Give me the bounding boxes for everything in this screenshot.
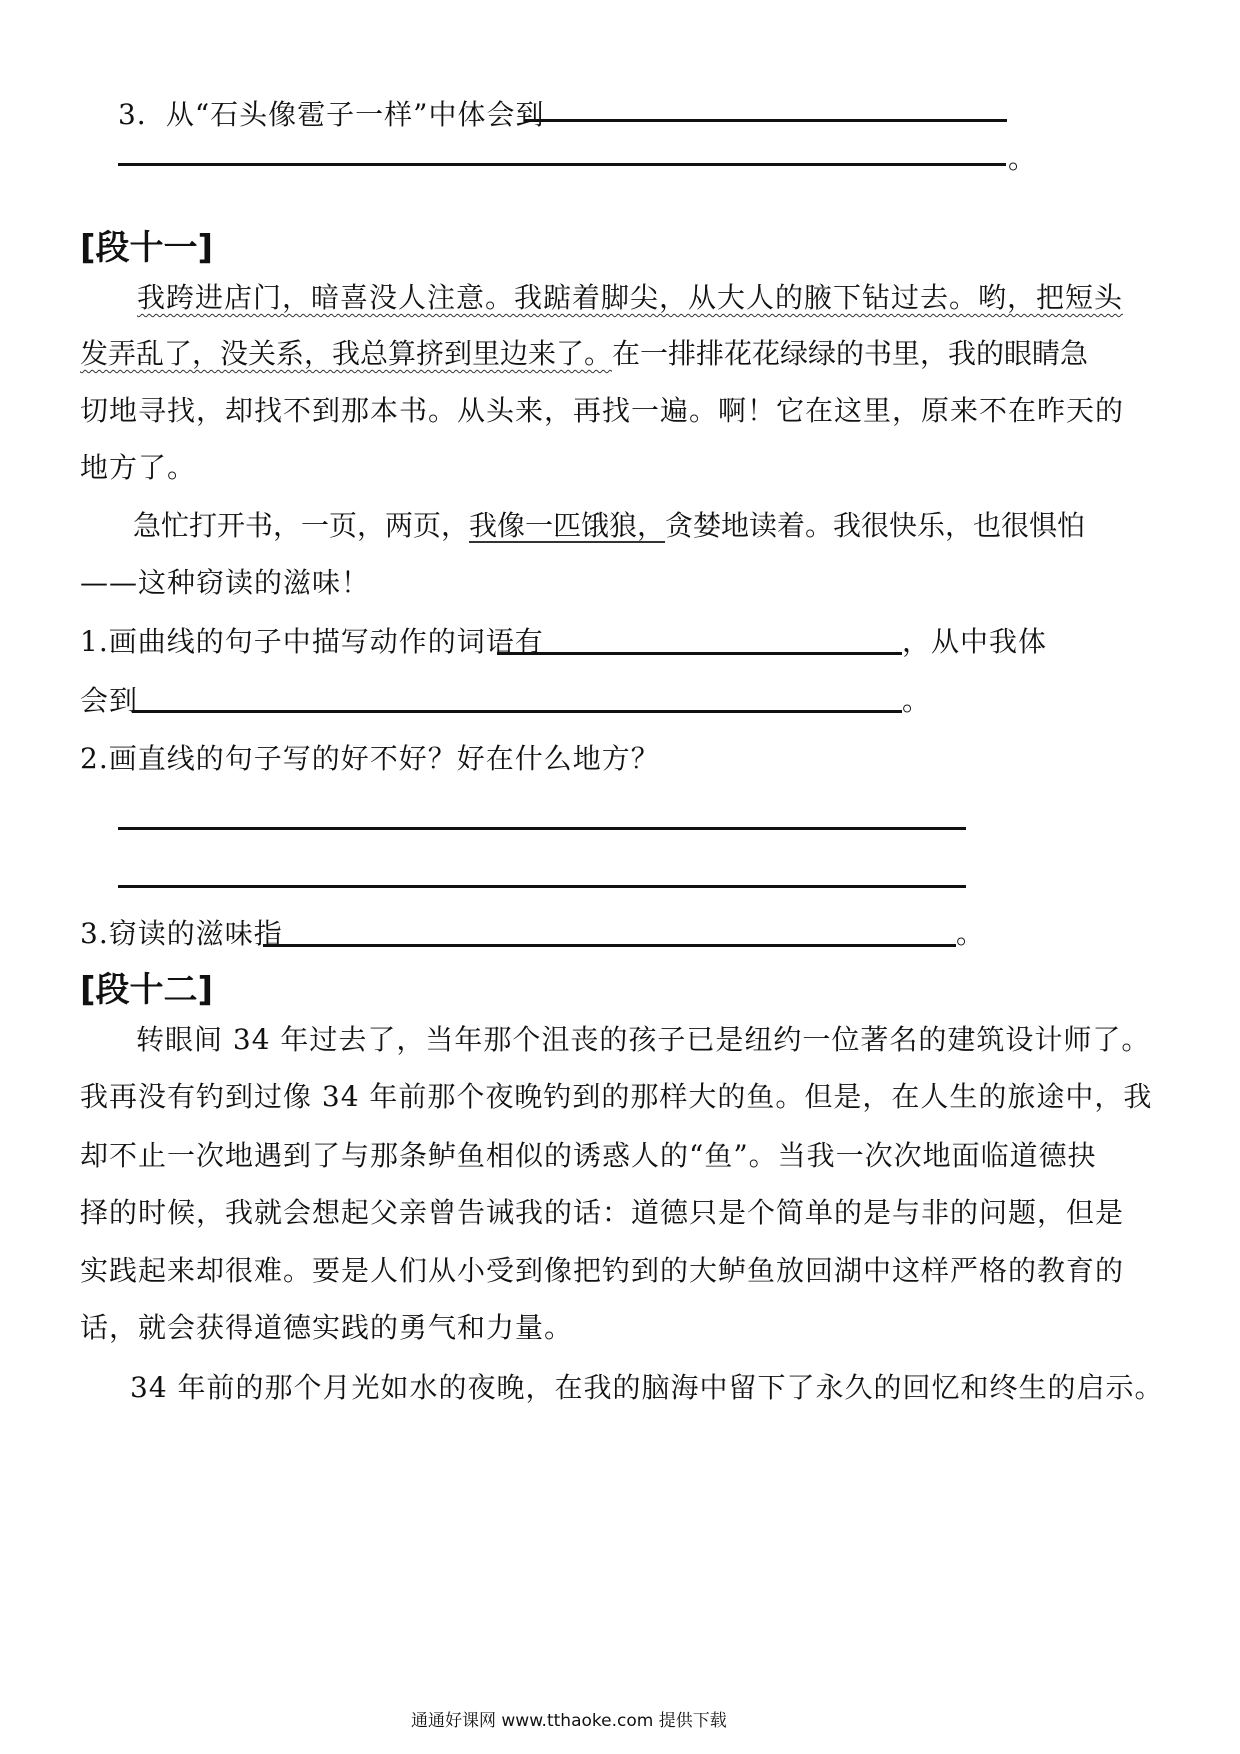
s11-q1-blank-1[interactable] (497, 652, 902, 655)
s11-q3-blank[interactable] (263, 944, 956, 947)
s12-line-5: 实践起来却很难。要是人们从小受到像把钓到的大鲈鱼放回湖中这样严格的教育的 (80, 1254, 1125, 1287)
s11-q3-end: 。 (956, 917, 986, 950)
s11-p2-before: 急忙打开书，一页，两页， (133, 509, 470, 542)
s12-line-3: 却不止一次地遇到了与那条鲈鱼相似的诱惑人的“鱼”。当我一次次地面临道德抉 (80, 1139, 1097, 1172)
s11-p2-underlined: 我像一匹饿狼， (469, 509, 666, 542)
s11-p1-rest-b: 在一排排花花绿绿的书里，我的眼睛急 (612, 337, 1089, 370)
s10-q3-blank-2[interactable] (118, 163, 1006, 166)
s12-line-7: 34 年前的那个月光如水的夜晚，在我的脑海中留下了永久的回忆和终生的启示。 (130, 1371, 1164, 1404)
s11-q3-text: 3.窃读的滋味指 (80, 917, 283, 950)
s11-p1-wavy-a: 我跨进店门，暗喜没人注意。我踮着脚尖，从大人的腋下钻过去。哟，把短头 (137, 281, 1124, 314)
s10-q3-text: 3．从“石头像雹子一样”中体会到 (118, 98, 545, 131)
s11-p2-line1 (133, 506, 1085, 546)
s10-q3-blank-1[interactable] (525, 119, 1007, 122)
s11-q2-text: 2.画直线的句子写的好不好？好在什么地方？ (80, 742, 660, 775)
s12-line-6: 话，就会获得道德实践的勇气和力量。 (80, 1311, 574, 1344)
s11-p2-line2: ——这种窃读的滋味！ (80, 566, 371, 599)
s11-p2-after: 贪婪地读着。我很快乐，也很惧怕 (665, 509, 1086, 542)
section-11-heading: [段十一] (80, 228, 214, 268)
s11-q2-blank-1[interactable] (118, 827, 966, 830)
s11-q1-after: ，从中我体 (902, 625, 1048, 658)
s11-p1-line1 (137, 278, 1123, 318)
s11-q1-line2: 会到 (80, 684, 139, 717)
s12-line-2: 我再没有钓到过像 34 年前那个夜晚钓到的那样大的鱼。但是，在人生的旅途中，我 (80, 1080, 1153, 1113)
s11-p1-line2 (80, 334, 1088, 374)
s11-q1-end: 。 (902, 684, 932, 717)
s11-q2-blank-2[interactable] (118, 885, 966, 888)
s10-q3-end: 。 (1008, 142, 1038, 175)
section-12-heading: [段十二] (80, 970, 214, 1010)
s12-line-1: 转眼间 34 年过去了，当年那个沮丧的孩子已是纽约一位著名的建筑设计师了。 (136, 1023, 1151, 1056)
s11-p1-line3: 切地寻找，却找不到那本书。从头来，再找一遍。啊！它在这里，原来不在昨天的 (80, 394, 1125, 427)
s11-q1-blank-2[interactable] (132, 710, 902, 713)
s11-q1-text: 1.画曲线的句子中描写动作的词语有 (80, 625, 544, 658)
s11-p1-wavy-b: 发弄乱了，没关系，我总算挤到里边来了。 (80, 337, 613, 370)
s11-p1-line4: 地方了。 (80, 451, 197, 484)
s12-line-4: 择的时候，我就会想起父亲曾告诫我的话：道德只是个简单的是与非的问题，但是 (80, 1196, 1125, 1229)
footer-credit: 通通好课网 www.tthaoke.com 提供下载 (411, 1711, 727, 1731)
